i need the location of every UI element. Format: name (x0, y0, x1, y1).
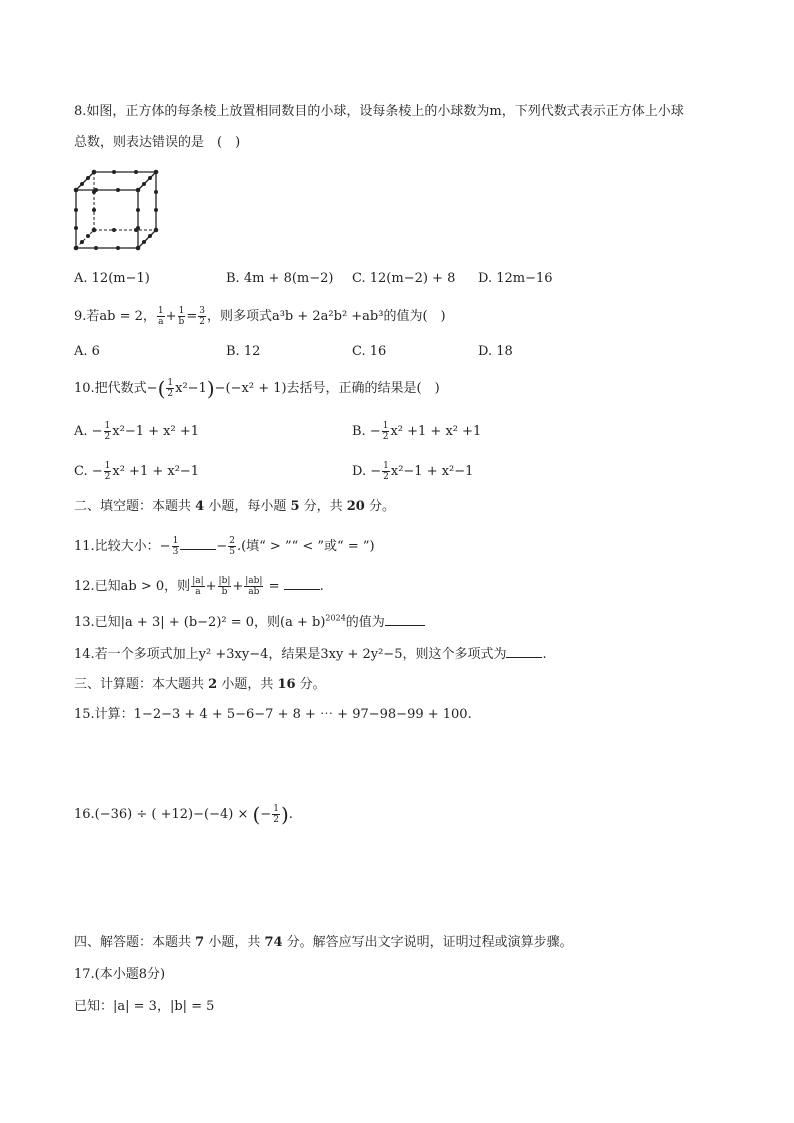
q17-title: 17.(本小题8分) (74, 967, 166, 982)
section-2-heading: 二、填空题：本题共 4 小题，每小题 5 分，共 20 分。 (74, 499, 395, 514)
fraction: $\frac{1}{a}$ (157, 306, 164, 327)
q9-option-c: C. 16 (352, 344, 387, 359)
q10-option-a: A. − $\frac{1}{2}$ x²−1 + x² +1 (74, 421, 199, 442)
q10-option-b: B. − $\frac{1}{2}$ x² +1 + x² +1 (352, 421, 482, 442)
q8-option-a: A. 12(m−1) (74, 271, 150, 286)
q17-given: 已知：|a| = 3，|b| = 5 (74, 999, 215, 1014)
fraction: $\frac{3}{2}$ (199, 306, 205, 327)
section-3-heading: 三、计算题：本大题共 2 小题，共 16 分。 (74, 677, 326, 692)
q16-stem: 16.(−36) ÷ ( +12)−(−4) × (− $\frac{1}{2}$ ). (74, 802, 293, 827)
q15-stem: 15.计算：1−2−3 + 4 + 5−6−7 + 8 + ⋯ + 97−98−99 + 100. (74, 707, 472, 722)
q10-stem: 10.把代数式−( $\frac{1}{2}$ x²−1)−(−x² + 1)去括号，正确的结果是( ) (74, 376, 440, 401)
answer-blank[interactable] (385, 613, 425, 626)
q9-stem: 9.若ab = 2， $\frac{1}{a}$ + $\frac{1}{b}$ = $\frac{3}{2}$ ，则多项式a³b + 2a²b² +ab³的值为( ) (74, 306, 446, 327)
q8-stem-line2: 总数，则表达错误的是 ( ) (74, 135, 241, 150)
q8-stem-line1: 8.如图，正方体的每条棱上放置相同数目的小球，设每条棱上的小球数为m，下列代数式表示正方体上小球 (74, 104, 684, 119)
fraction: $\frac{1}{b}$ (178, 306, 185, 327)
answer-blank[interactable] (284, 577, 320, 590)
q10-option-d: D. − $\frac{1}{2}$ x²−1 + x²−1 (352, 461, 474, 482)
q13-stem: 13.已知|a + 3| + (b−2)² = 0，则$(a + b)^{2024}$的值为 (74, 613, 425, 632)
q11-stem: 11.比较大小：− $\frac{1}{3}$ − $\frac{2}{5}$ .(填“ > ”“ < ”或“ = ”) (74, 536, 375, 557)
q8-option-d: D. 12m−16 (478, 271, 553, 286)
fraction: $\frac{1}{2}$ (167, 378, 174, 399)
q14-stem: 14.若一个多项式加上y² +3xy−4，结果是3xy + 2y²−5，则这个多项式为 . (74, 647, 547, 662)
section-4-heading: 四、解答题：本题共 7 小题，共 74 分。解答应写出文字说明，证明过程或演算步骤。 (74, 935, 573, 950)
q8-option-c: C. 12(m−2) + 8 (352, 271, 456, 286)
answer-blank[interactable] (506, 645, 542, 658)
q9-option-b: B. 12 (226, 344, 261, 359)
q8-option-b: B. 4m + 8(m−2) (226, 271, 334, 286)
cube-figure (70, 166, 162, 256)
q9-option-a: A. 6 (74, 344, 100, 359)
q12-stem: 12.已知ab > 0，则 $\frac{|a|}{a}$ + $\frac{|b|}{b}$ + $\frac{|ab|}{ab}$ = . (74, 576, 324, 597)
answer-blank[interactable] (180, 537, 216, 550)
q10-option-c: C. − $\frac{1}{2}$ x² +1 + x²−1 (74, 461, 200, 482)
q9-option-d: D. 18 (478, 344, 513, 359)
